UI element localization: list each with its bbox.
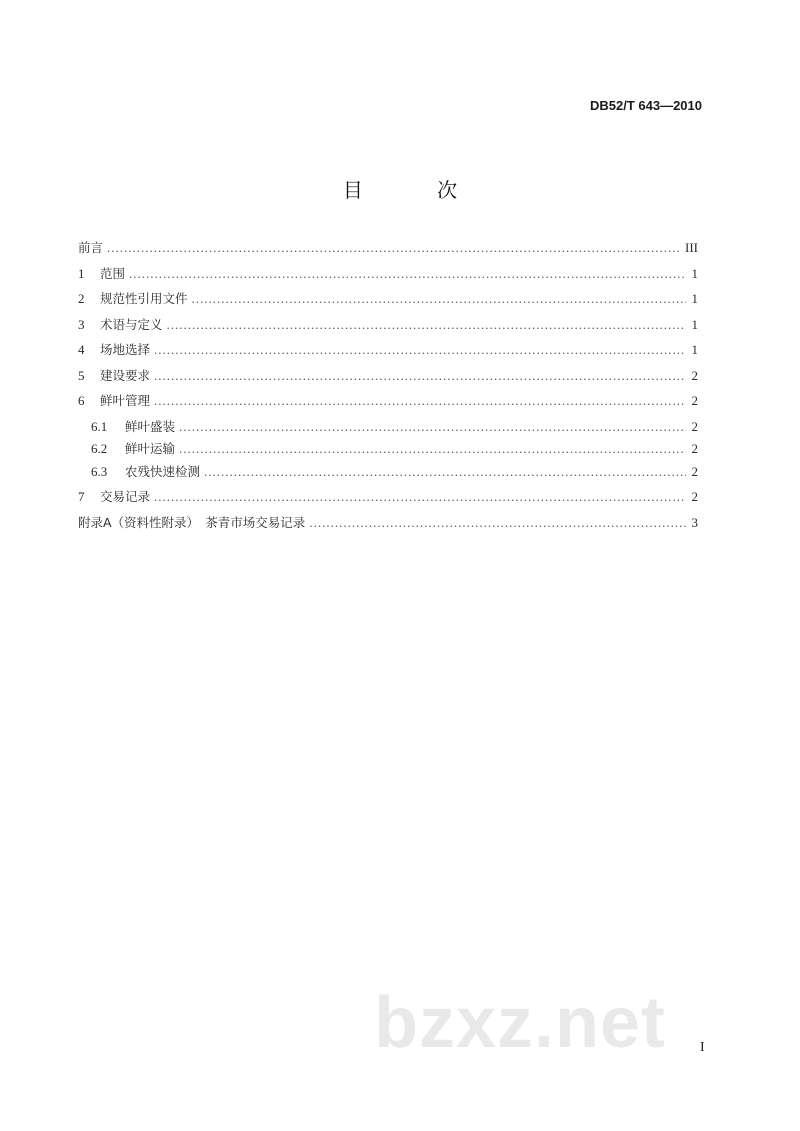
toc-leader-dots (204, 464, 686, 480)
toc-leader-dots (167, 317, 686, 333)
toc-entry-foreword[interactable] (78, 238, 698, 264)
toc-entry-6-1[interactable] (78, 417, 698, 440)
toc-entry-label: 交易记录 (100, 489, 151, 504)
toc-entry-label: 鲜叶盛装 (125, 418, 176, 434)
toc-entry-label: 前言 (78, 240, 104, 255)
toc-entry-page: 1 (691, 291, 698, 306)
toc-entry-page: 2 (691, 463, 698, 479)
toc-entry-page: 1 (691, 265, 698, 281)
toc-entry-page: 1 (691, 316, 698, 332)
toc-entry-page: III (685, 240, 698, 255)
toc-entry-page: 3 (691, 514, 698, 530)
toc-entry-label: 建设要求 (100, 367, 151, 383)
toc-entry-5[interactable] (78, 366, 698, 392)
standard-code: DB52/T 643—2010 (589, 98, 702, 113)
toc-entry-4[interactable] (78, 340, 698, 366)
toc-entry-page: 2 (691, 367, 698, 383)
toc-entry-appendix-a[interactable] (78, 513, 698, 539)
toc-leader-dots (309, 515, 686, 531)
toc-entry-6[interactable] (78, 391, 698, 417)
toc-entry-page: 2 (691, 393, 698, 408)
toc-leader-dots (154, 393, 686, 409)
toc-entry-1[interactable] (78, 264, 698, 290)
toc-entry-label: 农残快速检测 (125, 463, 201, 479)
toc-entry-page: 2 (691, 441, 698, 456)
toc-entry-number: 3 (78, 316, 85, 332)
toc-leader-dots (129, 266, 686, 282)
toc-entry-number: 6.2 (91, 441, 108, 456)
toc-entry-label: 鲜叶管理 (100, 393, 151, 408)
toc-entry-label: 鲜叶运输 (125, 441, 176, 456)
toc-entry-7[interactable] (78, 487, 698, 513)
toc-entry-label: 附录A（资料性附录） 茶青市场交易记录 (78, 514, 306, 530)
toc-entry-number: 6.3 (91, 463, 108, 479)
toc-leader-dots (154, 342, 686, 358)
page-title: 目 次 (342, 178, 492, 202)
page-number: I (700, 1040, 705, 1055)
toc-entry-page: 1 (691, 342, 698, 357)
toc-entry-number: 1 (78, 265, 85, 281)
toc-entry-label: 场地选择 (100, 342, 151, 357)
toc-entry-label: 范围 (100, 265, 126, 281)
watermark: bzxz.net (374, 983, 667, 1063)
toc-entry-number: 6 (78, 393, 85, 408)
toc-entry-number: 6.1 (91, 418, 108, 434)
toc-entry-page: 2 (691, 489, 698, 504)
toc-leader-dots (192, 291, 686, 307)
toc-entry-page: 2 (691, 418, 698, 434)
toc-entry-label: 规范性引用文件 (100, 291, 188, 306)
toc-entry-2[interactable] (78, 289, 698, 315)
toc-entry-number: 7 (78, 489, 85, 504)
toc-leader-dots (107, 240, 681, 256)
table-of-contents (78, 238, 698, 538)
toc-leader-dots (179, 419, 686, 435)
toc-entry-number: 5 (78, 367, 85, 383)
toc-entry-6-3[interactable] (78, 462, 698, 485)
toc-leader-dots (154, 368, 686, 384)
toc-leader-dots (179, 441, 686, 457)
toc-entry-6-2[interactable] (78, 439, 698, 462)
toc-leader-dots (154, 489, 686, 505)
toc-entry-number: 4 (78, 342, 85, 357)
toc-entry-label: 术语与定义 (100, 316, 163, 332)
toc-entry-3[interactable] (78, 315, 698, 341)
toc-entry-number: 2 (78, 291, 85, 306)
